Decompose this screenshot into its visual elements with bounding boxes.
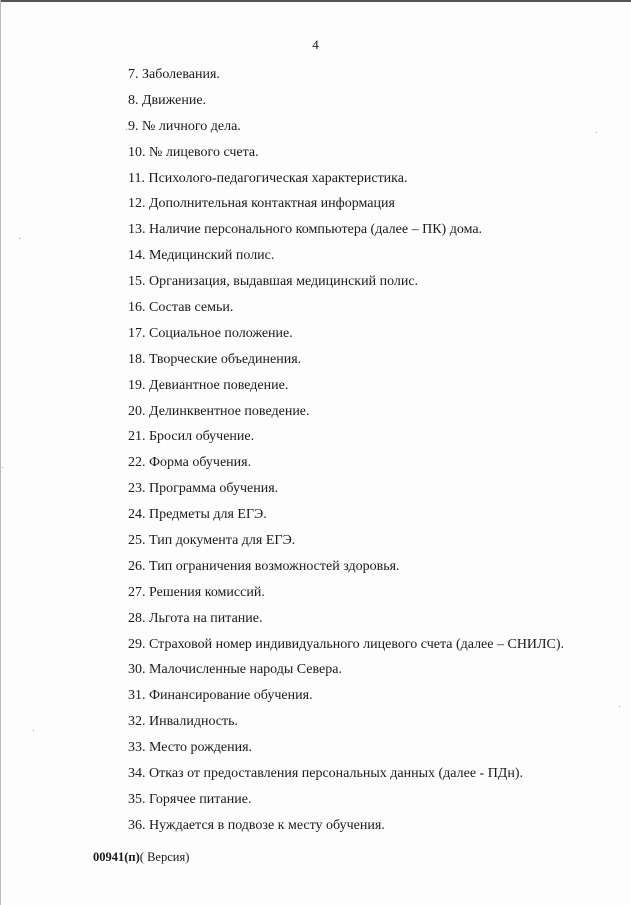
list-item: 21. Бросил обучение. (128, 429, 255, 445)
list-item: 13. Наличие персонального компьютера (далее – ПК) дома. (128, 222, 483, 238)
scan-speck (126, 129, 127, 130)
footer-version: ( Версия) (139, 850, 190, 864)
list-item: 7. Заболевания. (128, 67, 220, 82)
left-edge-line (0, 0, 1, 905)
list-item: 24. Предметы для ЕГЭ. (128, 507, 267, 523)
list-item: 34. Отказ от предоставления персональных данных (далее - ПДн). (128, 766, 524, 782)
list-item: 12. Дополнительная контактная информация (128, 196, 395, 212)
list-item: 35. Горячее питание. (128, 791, 252, 807)
list-item: 33. Место рождения. (128, 740, 253, 756)
items-list (128, 66, 564, 843)
list-item: 15. Организация, выдавшая медицинский полис. (128, 274, 419, 290)
scan-speck (596, 132, 597, 133)
list-item: 32. Инвалидность. (128, 714, 239, 730)
top-edge-line (0, 0, 631, 2)
list-item: 31. Финансирование обучения. (128, 688, 313, 704)
list-item: 9. № личного дела. (128, 118, 241, 134)
footer-document-code (93, 850, 189, 865)
list-item: 28. Льгота на питание. (128, 610, 263, 626)
list-item: 23. Программа обучения. (128, 481, 279, 497)
scan-speck (33, 730, 34, 731)
list-item: 18. Творческие объединения. (128, 351, 302, 367)
list-item: 22. Форма обучения. (128, 455, 252, 471)
scan-speck (2, 467, 3, 468)
list-item: 25. Тип документа для ЕГЭ. (128, 533, 296, 549)
list-item: 20. Делинквентное поведение. (128, 403, 310, 419)
list-item: 17. Социальное положение. (128, 325, 293, 341)
list-item: 8. Движение. (128, 92, 207, 108)
page-number: 4 (312, 37, 319, 52)
list-item: 14. Медицинский полис. (128, 248, 275, 264)
list-item: 36. Нуждается в подвозе к месту обучения. (128, 817, 385, 833)
list-item: 10. № лицевого счета. (128, 144, 259, 160)
footer-code: 00941(п) (93, 850, 140, 864)
list-item: 11. Психолого-педагогическая характеристика. (128, 170, 408, 186)
list-item: 16. Состав семьи. (128, 300, 234, 316)
list-item: 27. Решения комиссий. (128, 584, 265, 600)
scan-speck (619, 706, 620, 707)
list-item: 19. Девиантное поведение. (128, 377, 289, 393)
list-item: 30. Малочисленные народы Севера. (128, 662, 342, 678)
scan-speck (19, 238, 20, 239)
list-item: 26. Тип ограничения возможностей здоровья. (128, 558, 400, 574)
list-item: 29. Страховой номер индивидуального лицевого счета (далее – СНИЛС). (128, 636, 565, 652)
